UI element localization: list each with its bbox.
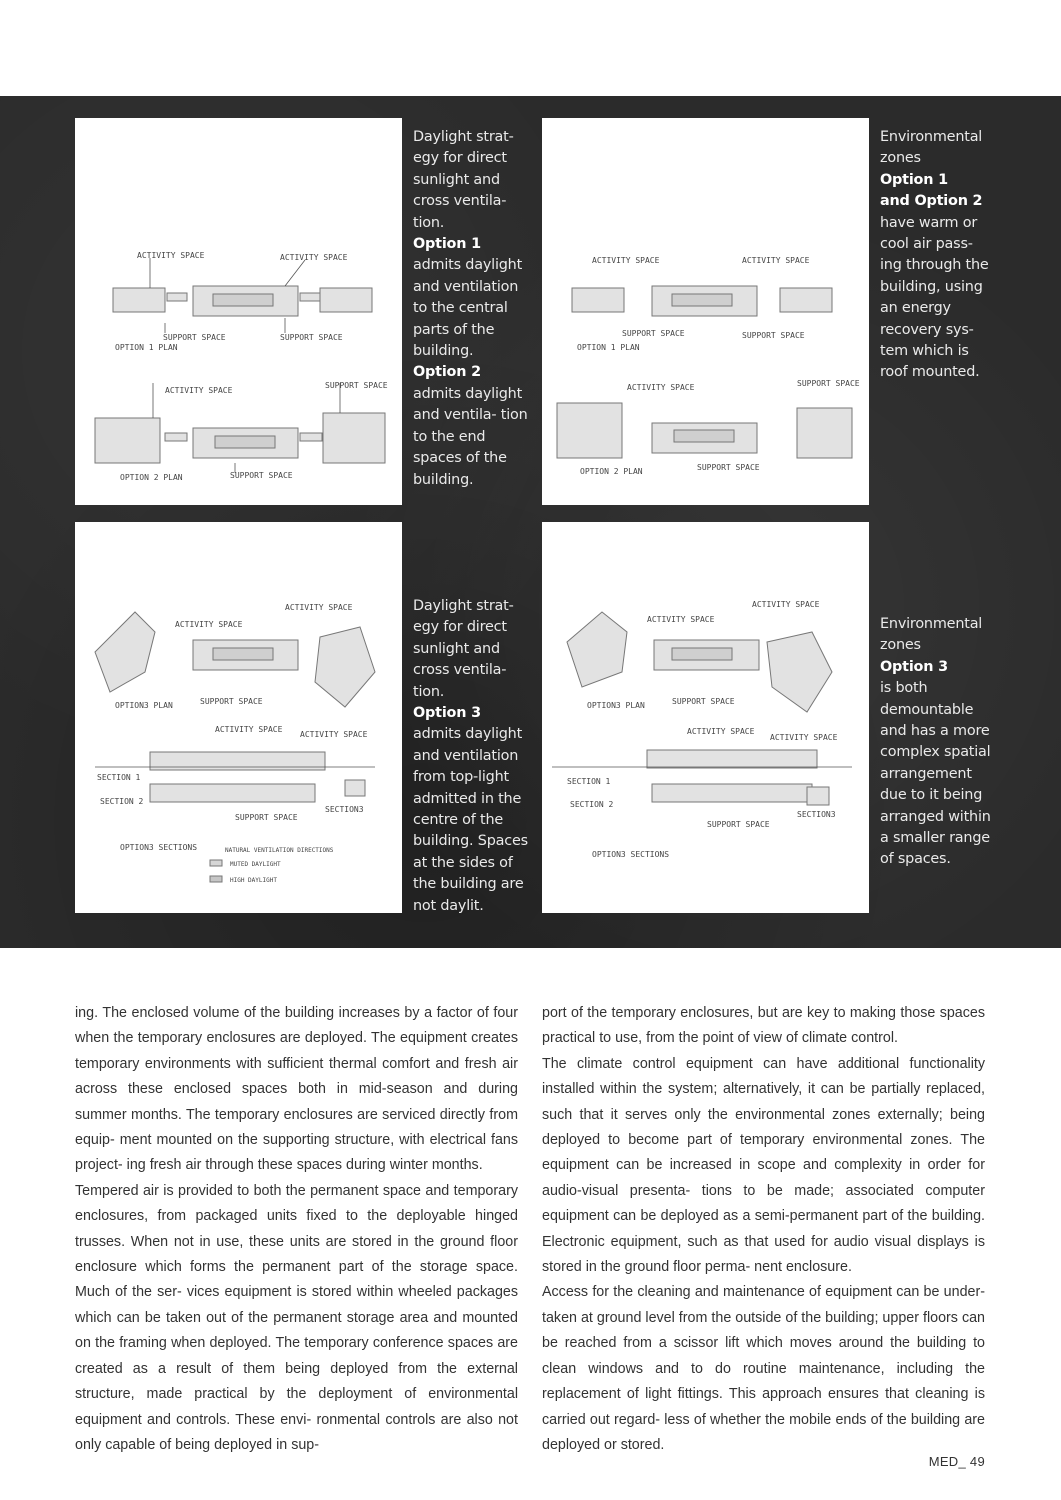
label-activity-space-14: ACTIVITY SPACE (687, 727, 755, 736)
caption-option1-text: admits daylight and ventilation to the central parts of the building. (413, 257, 523, 360)
body-paragraph: ing. The enclosed volume of the building increases by a factor of four when the temporary enclosures are deployed. The equipment creates temporary environments with sufficient thermal comfort and fresh air across these enclosed spaces both in mid-season and during summer months. The temporary enclosures are serviced directly from equip- ment mounted on the supporting structure, with electrical fans project- ing fresh air through these spaces during winter months. (75, 1005, 518, 1174)
label-support-space-2: SUPPORT SPACE (280, 333, 343, 342)
environment-sketch-svg (542, 118, 869, 505)
environment-option3-svg (542, 522, 869, 913)
label-activity-space-5: ACTIVITY SPACE (592, 256, 660, 265)
label-section3: SECTION3 (325, 805, 364, 814)
label-activity-space-11: ACTIVITY SPACE (300, 730, 368, 739)
label-section1-2: SECTION 1 (567, 777, 611, 786)
sketch-daylight-option3 (75, 522, 402, 913)
caption-option3-label: Option 3 (880, 658, 948, 675)
label-option3-sections: OPTION3 SECTIONS (120, 843, 198, 852)
caption-environment-option3 (880, 614, 998, 871)
label-support-space-8: SUPPORT SPACE (697, 463, 760, 472)
legend-muted: MUTED DAYLIGHT (230, 861, 281, 868)
label-section2-2: SECTION 2 (570, 800, 614, 809)
label-support-space-10: SUPPORT SPACE (235, 813, 298, 822)
label-support-space-3: SUPPORT SPACE (325, 381, 388, 390)
label-activity-space-15: ACTIVITY SPACE (770, 733, 838, 742)
caption-intro: Daylight strat- egy for direct sunlight and cross ventila- tion. (413, 129, 514, 231)
label-activity-space-2: ACTIVITY SPACE (280, 253, 348, 262)
label-activity-space-13: ACTIVITY SPACE (752, 600, 820, 609)
caption-option3-text: admits daylight and ventilation from top-light admitted in the centre of the building. Spaces at the sides of the building are not daylit. (413, 726, 528, 914)
caption-option2-text: admits daylight and ventila- tion to the end spaces of the building. (413, 385, 528, 488)
label-support-space-11: SUPPORT SPACE (672, 697, 735, 706)
legend-natural: NATURAL VENTILATION DIRECTIONS (225, 847, 334, 854)
label-support-space-1: SUPPORT SPACE (163, 333, 226, 342)
body-column-right (542, 1001, 985, 1458)
caption-option2-label: Option 2 (413, 364, 481, 381)
label-activity-space-8: ACTIVITY SPACE (175, 620, 243, 629)
label-option3-plan: OPTION3 PLAN (115, 701, 173, 710)
label-activity-space-12: ACTIVITY SPACE (647, 615, 715, 624)
body-paragraph: Access for the cleaning and maintenance of equipment can be under- taken at ground level from the outside of the building; upper floors can be reached from a scissor lift which moves around the building to clean windows and to do routine maintenance, including the replacement of light fittings. This approach ensures that cleaning is carried out regard- less of whether the mobile ends of the building are deployed or stored. (542, 1284, 985, 1453)
caption-option2-label: and Option 2 (880, 193, 983, 210)
label-activity-space-10: ACTIVITY SPACE (215, 725, 283, 734)
caption-text: is both demountable and has a more complex spatial arrangement due to it being arranged within a smaller range of spaces. (880, 680, 991, 868)
caption-environment-option1-2 (880, 127, 998, 384)
label-option2-plan: OPTION 2 PLAN (120, 473, 183, 482)
label-section2: SECTION 2 (100, 797, 144, 806)
body-paragraph: The climate control equipment can have additional functionality installed within the system; alternatively, it can be partially replaced, such that it serves only the environmental zones externally; being deployed to become part of temporary environmental zones. The equipment can be increased in scope and complexity in order for audio-visual presenta- tions to be made; associated computer equipment can be deployed as a semi-permanent part of the building. Electronic equipment, such as that used for audio visual displays is stored in the ground floor perma- nent enclosure. (542, 1055, 985, 1276)
option3-sketch-svg (75, 522, 402, 913)
label-support-space-12: SUPPORT SPACE (707, 820, 770, 829)
caption-daylight-option1-2 (413, 127, 531, 491)
plan-sketch-svg (75, 118, 402, 505)
caption-option1-label: Option 1 (880, 171, 948, 188)
label-support-space-7: SUPPORT SPACE (797, 379, 860, 388)
sketch-environment-option3 (542, 522, 869, 913)
label-activity-space-9: ACTIVITY SPACE (285, 603, 353, 612)
sketch-daylight-option1-2 (75, 118, 402, 505)
caption-intro: Environmental zones (880, 129, 983, 167)
label-activity-space-3: ACTIVITY SPACE (165, 386, 233, 395)
caption-option3-label: Option 3 (413, 705, 481, 722)
label-option3-sections-2: OPTION3 SECTIONS (592, 850, 670, 859)
label-support-space-6: SUPPORT SPACE (742, 331, 805, 340)
body-paragraph: port of the temporary enclosures, but are key to making those spaces practical to use, from the point of view of climate control. (542, 1005, 985, 1047)
label-section1: SECTION 1 (97, 773, 141, 782)
label-activity-space-1: ACTIVITY SPACE (137, 251, 205, 260)
label-option3-plan-2: OPTION3 PLAN (587, 701, 645, 710)
sketch-environment-option1-2 (542, 118, 869, 505)
caption-intro: Environmental zones (880, 616, 983, 654)
label-support-space-9: SUPPORT SPACE (200, 697, 263, 706)
label-support-space-5: SUPPORT SPACE (622, 329, 685, 338)
caption-option1-label: Option 1 (413, 236, 481, 253)
body-column-left (75, 1001, 518, 1458)
label-activity-space-7: ACTIVITY SPACE (627, 383, 695, 392)
label-option1-plan-2: OPTION 1 PLAN (577, 343, 640, 352)
caption-daylight-option3 (413, 596, 531, 917)
caption-intro: Daylight strat- egy for direct sunlight and cross ventila- tion. (413, 598, 514, 700)
caption-text: have warm or cool air pass- ing through the building, using an energy recovery sys- tem which is roof mounted. (880, 214, 989, 381)
label-section3-2: SECTION3 (797, 810, 836, 819)
label-activity-space-6: ACTIVITY SPACE (742, 256, 810, 265)
page-folio: MED_ 49 (928, 1454, 985, 1469)
label-option1-plan: OPTION 1 PLAN (115, 343, 178, 352)
label-support-space-4: SUPPORT SPACE (230, 471, 293, 480)
body-paragraph: Tempered air is provided to both the permanent space and temporary enclosures, from packaged units fixed to the deployable hinged trusses. When not in use, these units are stored in the ground floor enclosure which forms the permanent part of the storage space. Much of the ser- vices equipment is stored within wheeled packages which can be taken out of the permanent storage area and mounted on the framing when deployed. The temporary conference spaces are created as a result of them being deployed from the external structure, made practical by the deployment of environmental equipment and controls. These envi- ronmental controls are also not only capable of being deployed in sup- (75, 1182, 518, 1453)
legend-high: HIGH DAYLIGHT (230, 877, 277, 884)
label-option2-plan-2: OPTION 2 PLAN (580, 467, 643, 476)
